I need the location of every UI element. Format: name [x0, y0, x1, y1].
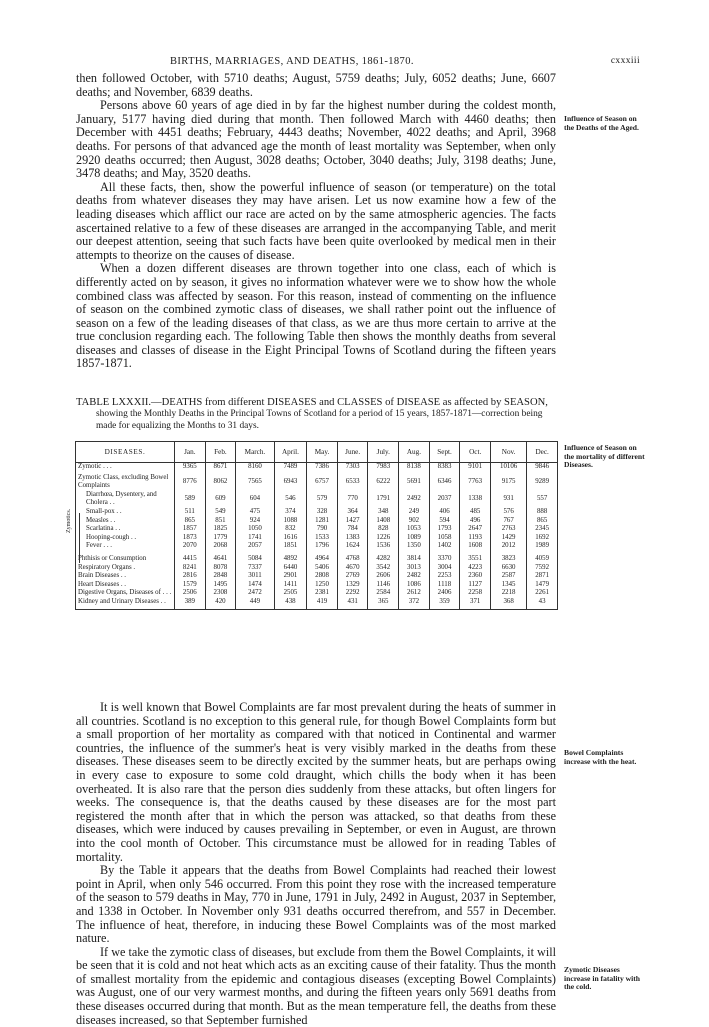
table-cell: 328: [307, 508, 338, 517]
disease-name-cell: Heart Diseases . .: [76, 581, 175, 590]
table-cell: 1250: [307, 581, 338, 590]
table-row: [76, 525, 558, 534]
table-cell: 4892: [274, 555, 307, 564]
table-cell: 7983: [368, 463, 399, 472]
table-cell: 589: [175, 491, 206, 508]
table-cell: 420: [205, 598, 236, 609]
margin-note-aged: Influence of Season on the Deaths of the Aged.: [564, 114, 639, 132]
table-cell: 2606: [368, 572, 399, 581]
table-cell: 2472: [236, 589, 274, 598]
table-cell: 1383: [337, 534, 368, 543]
table-row: [76, 534, 558, 543]
column-header: May.: [307, 442, 338, 463]
disease-name-cell: Brain Diseases . .: [76, 572, 175, 581]
table-cell: 1429: [490, 534, 526, 543]
table-cell: 609: [205, 491, 236, 508]
table-row: [76, 491, 558, 508]
table-cell: 1118: [429, 581, 460, 590]
table-cell: 579: [307, 491, 338, 508]
table-cell: 8671: [205, 463, 236, 472]
column-header: Nov.: [490, 442, 526, 463]
table-cell: 2848: [205, 572, 236, 581]
table-cell: 3814: [399, 555, 430, 564]
table-cell: 7565: [236, 474, 274, 491]
table-cell: 604: [236, 491, 274, 508]
table-row: [76, 508, 558, 517]
table-cell: 4282: [368, 555, 399, 564]
running-head-title: BIRTHS, MARRIAGES, AND DEATHS, 1861-1870.: [170, 56, 414, 67]
table-cell: 249: [399, 508, 430, 517]
paragraph: It is well known that Bowel Complaints are far most prevalent during the heats of summer in all countries. Scotland is no exception to this general rule, for though Bowel Complaints form but a small proportion of her mortality as compared with that noticed in Continental and warmer countries, the influence of the summer's heat is very visibly marked in the deaths from these diseases. These diseases seem to be directly excited by the summer heats, but are perhaps owing in every case to exposure to some cold draught, which chills the body when it has been overheated. It is also rare that the person dies suddenly from these attacks, but often lingers for weeks. The consequence is, that the deaths caused by these diseases are for the most part registered the month after that in which the person was attacked, so that deaths from these diseases, which were induced by causes prevailing in September, or even in August, are thrown into the cool month of October. This circumstance must be allowed for in reading Tables of mortality.: [76, 700, 556, 864]
table-cell: 8241: [175, 564, 206, 573]
table-cell: 1533: [307, 534, 338, 543]
disease-name-cell: Small-pox . .: [76, 508, 175, 517]
table-cell: 372: [399, 598, 430, 609]
table-body: [76, 463, 558, 610]
table-cell: 2360: [460, 572, 491, 581]
table-cell: 549: [205, 508, 236, 517]
table-cell: 2406: [429, 589, 460, 598]
table-cell: 4641: [205, 555, 236, 564]
column-header: July.: [368, 442, 399, 463]
table-cell: 371: [460, 598, 491, 609]
table-cell: 7303: [337, 463, 368, 472]
table-cell: 4670: [337, 564, 368, 573]
column-header: April.: [274, 442, 307, 463]
table-cell: 2612: [399, 589, 430, 598]
table-cell: 7386: [307, 463, 338, 472]
table-cell: 485: [460, 508, 491, 517]
paragraph: then followed October, with 5710 deaths; August, 5759 deaths; July, 6052 deaths; June, 6607 deaths; and November, 6839 deaths.: [76, 71, 556, 99]
table-cell: 368: [490, 598, 526, 609]
table-cell: 374: [274, 508, 307, 517]
table-cell: 865: [527, 517, 558, 526]
table-cell: 2308: [205, 589, 236, 598]
table-cell: 9846: [527, 463, 558, 472]
table-cell: 6346: [429, 474, 460, 491]
table-cell: 1851: [274, 542, 307, 551]
table-cell: 4059: [527, 555, 558, 564]
table-cell: 3823: [490, 555, 526, 564]
table-cell: 851: [205, 517, 236, 526]
disease-name-cell: Phthisis or Consumption: [76, 555, 175, 564]
margin-note-zymotic: Zymotic Diseases increase in fatality with the cold.: [564, 965, 641, 992]
table-header-row: [76, 442, 558, 463]
margin-note-diseases: Influence of Season on the mortality of different Diseases.: [564, 443, 645, 470]
paragraph: When a dozen different diseases are thrown together into one class, each of which is differently acted on by season, it gives no information whatever were we to show how the whole combined class was affected by season. For this reason, instead of commenting on the influence of season on the combined zymotic class of diseases, we shall rather point out the influence of season on a few of the leading diseases of that class, as we are thus more certain to arrive at the true conclusion regarding each. The following Table then shows the monthly deaths from several diseases and classes of disease in the Eight Principal Towns of Scotland during the fifteen years 1857-1871.: [76, 261, 556, 371]
column-header: Sept.: [429, 442, 460, 463]
table-cell: 832: [274, 525, 307, 534]
table-cell: 9175: [490, 474, 526, 491]
table-cell: 770: [337, 491, 368, 508]
zymotics-bracket: [79, 513, 86, 563]
table-cell: 7763: [460, 474, 491, 491]
table-cell: 1329: [337, 581, 368, 590]
table-cell: 2345: [527, 525, 558, 534]
table-cell: 1086: [399, 581, 430, 590]
page-number: cxxxiii: [610, 56, 640, 66]
table-cell: 2816: [175, 572, 206, 581]
table-cell: 6222: [368, 474, 399, 491]
table-cell: 1825: [205, 525, 236, 534]
table-caption-subtitle: showing the Monthly Deaths in the Principal Towns of Scotland for a period of 15 years, 1857-1871—correction being made for equalizing the Months to 31 days.: [96, 409, 543, 431]
table-cell: 784: [337, 525, 368, 534]
table-cell: 1345: [490, 581, 526, 590]
table-cell: 865: [175, 517, 206, 526]
table-cell: 431: [337, 598, 368, 609]
table-cell: 6757: [307, 474, 338, 491]
table-cell: 767: [490, 517, 526, 526]
table-cell: 364: [337, 508, 368, 517]
table-cell: 2012: [490, 542, 526, 551]
table-cell: 1692: [527, 534, 558, 543]
table-cell: 2492: [399, 491, 430, 508]
table-row: [76, 589, 558, 598]
table-cell: 8062: [205, 474, 236, 491]
table-cell: 931: [490, 491, 526, 508]
table-cell: 1579: [175, 581, 206, 590]
table-cell: 2292: [337, 589, 368, 598]
table-cell: 1281: [307, 517, 338, 526]
table-cell: 4768: [337, 555, 368, 564]
table-cell: 438: [274, 598, 307, 609]
table-cell: 1350: [399, 542, 430, 551]
table-cell: 406: [429, 508, 460, 517]
table-cell: 4964: [307, 555, 338, 564]
table-cell: 2587: [490, 572, 526, 581]
zymotics-side-label: Zymotics.: [66, 508, 72, 533]
table-cell: 1338: [460, 491, 491, 508]
table-cell: 6943: [274, 474, 307, 491]
column-header: Dec.: [527, 442, 558, 463]
column-header: March.: [236, 442, 274, 463]
table-cell: 8078: [205, 564, 236, 573]
table-cell: 2584: [368, 589, 399, 598]
table-cell: 1495: [205, 581, 236, 590]
table-cell: 1058: [429, 534, 460, 543]
table-cell: 1793: [429, 525, 460, 534]
table-row: [76, 572, 558, 581]
table-cell: 1989: [527, 542, 558, 551]
table-cell: 1873: [175, 534, 206, 543]
table-cell: 9289: [527, 474, 558, 491]
paragraph: All these facts, then, show the powerful influence of season (or temperature) on the total deaths from whatever diseases they may have arisen. Let us now examine how a few of the leading diseases which afflict our race are acted on by the same atmospheric agencies. The facts ascertained relative to a few of these diseases are arranged in the accompanying Table, and merit our deepest attention, seeing that such facts have been quite overlooked by medical men in their attempts to theorize on the causes of disease.: [76, 179, 556, 262]
column-header: Aug.: [399, 442, 430, 463]
table-cell: 7337: [236, 564, 274, 573]
table-cell: 1741: [236, 534, 274, 543]
table-cell: 1479: [527, 581, 558, 590]
table-cell: 1616: [274, 534, 307, 543]
table-cell: 1089: [399, 534, 430, 543]
table-cell: 594: [429, 517, 460, 526]
disease-name-cell: Hooping-cough . .: [76, 534, 175, 543]
table-cell: 2505: [274, 589, 307, 598]
table-cell: 6630: [490, 564, 526, 573]
table-cell: 3370: [429, 555, 460, 564]
table-cell: 1791: [368, 491, 399, 508]
table-cell: 888: [527, 508, 558, 517]
table-cell: 9365: [175, 463, 206, 472]
column-header: DISEASES.: [76, 442, 175, 463]
table-cell: 1779: [205, 534, 236, 543]
table-cell: 3542: [368, 564, 399, 573]
table-cell: 1474: [236, 581, 274, 590]
table-cell: 511: [175, 508, 206, 517]
table-cell: 1127: [460, 581, 491, 590]
table-cell: 2647: [460, 525, 491, 534]
table-cell: 2381: [307, 589, 338, 598]
table-cell: 2057: [236, 542, 274, 551]
paragraph: By the Table it appears that the deaths from Bowel Complaints had reached their lowest point in April, when only 546 occurred. From this point they rose with the increased temperature of the season to 579 deaths in May, 770 in June, 1791 in July, 2492 in August, 2037 in September, and 1338 in October. In November only 931 deaths occurred therefrom, and 557 in December. The influence of heat, therefore, in inducing these Bowel Complaints was of the most marked nature.: [76, 863, 556, 946]
table-cell: 6533: [337, 474, 368, 491]
column-header: Oct.: [460, 442, 491, 463]
table-cell: 8160: [236, 463, 274, 472]
table-cell: 389: [175, 598, 206, 609]
table-row: [76, 598, 558, 609]
table-cell: 496: [460, 517, 491, 526]
column-header: Jan.: [175, 442, 206, 463]
table-cell: 2037: [429, 491, 460, 508]
table-cell: 1408: [368, 517, 399, 526]
table-cell: 2068: [205, 542, 236, 551]
table-cell: 419: [307, 598, 338, 609]
disease-name-cell: Zymotic . . .: [76, 463, 175, 472]
table-cell: 9101: [460, 463, 491, 472]
table-cell: 3011: [236, 572, 274, 581]
table-cell: 1536: [368, 542, 399, 551]
table-row: [76, 581, 558, 590]
table-cell: 8383: [429, 463, 460, 472]
paragraph: If we take the zymotic class of diseases, but exclude from them the Bowel Complaints, it will be seen that it is cold and not heat which acts as an exciting cause of their fatality. Thus the month of smallest mortality from the epidemic and contagious diseases (excepting Bowel Complaints) was August, one of our very warmest months, and during the fifteen years only 5691 deaths from these diseases occurred during that month. But as the mean temperature fell, the deaths from these diseases increased, so that September furnished: [76, 944, 556, 1027]
table-cell: 4415: [175, 555, 206, 564]
table-cell: 1857: [175, 525, 206, 534]
disease-name-cell: Fever . . .: [76, 542, 175, 551]
table-cell: 2253: [429, 572, 460, 581]
table-cell: 6440: [274, 564, 307, 573]
table-cell: 2808: [307, 572, 338, 581]
table-cell: 1053: [399, 525, 430, 534]
table-cell: 1050: [236, 525, 274, 534]
table-cell: 2506: [175, 589, 206, 598]
table-cell: 576: [490, 508, 526, 517]
paragraph: Persons above 60 years of age died in by far the highest number during the coldest month, January, 5177 having died during that month. Then followed March with 4460 deaths; then December with 4451 deaths; February, 4443 deaths; November, 4022 deaths; and April, 3968 deaths. For persons of that advanced age the month of least mortality was September, when only 2920 deaths occurred; then August, 3028 deaths; October, 3040 deaths; July, 3198 deaths; June, 3478 deaths; and May, 3520 deaths.: [76, 98, 556, 181]
table-cell: 5084: [236, 555, 274, 564]
table-row: [76, 542, 558, 551]
disease-name-cell: Measles . .: [76, 517, 175, 526]
table-cell: 1411: [274, 581, 307, 590]
table-cell: 1193: [460, 534, 491, 543]
table-row: [76, 555, 558, 564]
table-cell: 2763: [490, 525, 526, 534]
table-cell: 1624: [337, 542, 368, 551]
table-cell: 1402: [429, 542, 460, 551]
table-cell: 5406: [307, 564, 338, 573]
table-cell: 1088: [274, 517, 307, 526]
table-cell: 7489: [274, 463, 307, 472]
table-cell: 3551: [460, 555, 491, 564]
table-cell: 3004: [429, 564, 460, 573]
table-cell: 7592: [527, 564, 558, 573]
table-cell: 1226: [368, 534, 399, 543]
disease-name-cell: Scarlatina . .: [76, 525, 175, 534]
table-cell: 43: [527, 598, 558, 609]
disease-name-cell: Zymotic Class, excluding Bowel Complaints: [76, 474, 175, 491]
margin-note-bowel: Bowel Complaints increase with the heat.: [564, 748, 637, 766]
table-cell: 5691: [399, 474, 430, 491]
table-cell: 8776: [175, 474, 206, 491]
table-cell: 1608: [460, 542, 491, 551]
table-cell: 4223: [460, 564, 491, 573]
mortality-table: [75, 441, 558, 610]
table-cell: 2261: [527, 589, 558, 598]
table-cell: 10106: [490, 463, 526, 472]
table-cell: 1796: [307, 542, 338, 551]
table-cell: 2769: [337, 572, 368, 581]
body-text-top: [76, 72, 556, 371]
table-cell: 2070: [175, 542, 206, 551]
table-cell: 546: [274, 491, 307, 508]
disease-name-cell: Kidney and Urinary Diseases . .: [76, 598, 175, 609]
table-cell: 3013: [399, 564, 430, 573]
disease-name-cell: Respiratory Organs .: [76, 564, 175, 573]
table-cell: 924: [236, 517, 274, 526]
table-cell: 449: [236, 598, 274, 609]
table-cell: 1427: [337, 517, 368, 526]
table-cell: 359: [429, 598, 460, 609]
table-cell: 2482: [399, 572, 430, 581]
table-cell: 557: [527, 491, 558, 508]
table-cell: 828: [368, 525, 399, 534]
table-cell: 365: [368, 598, 399, 609]
table-cell: 2901: [274, 572, 307, 581]
table-cell: 2871: [527, 572, 558, 581]
column-header: June.: [337, 442, 368, 463]
table-row: [76, 564, 558, 573]
table-cell: 790: [307, 525, 338, 534]
disease-name-cell: Diarrhœa, Dysentery, and Cholera . .: [76, 491, 175, 508]
table-row: [76, 517, 558, 526]
table-cell: 2218: [490, 589, 526, 598]
disease-name-cell: Digestive Organs, Diseases of . . .: [76, 589, 175, 598]
table-caption-title: TABLE LXXXII.—DEATHS from different DISEASES and CLASSES of DISEASE as affected by SEASON,: [76, 397, 548, 408]
body-text-bottom: [76, 701, 556, 1027]
table-cell: 475: [236, 508, 274, 517]
table-cell: 902: [399, 517, 430, 526]
table-row: [76, 463, 558, 472]
table-cell: 348: [368, 508, 399, 517]
table-cell: 1146: [368, 581, 399, 590]
table-caption: [76, 397, 560, 432]
table-cell: 8138: [399, 463, 430, 472]
table-row: [76, 474, 558, 491]
column-header: Feb.: [205, 442, 236, 463]
table-cell: 2258: [460, 589, 491, 598]
